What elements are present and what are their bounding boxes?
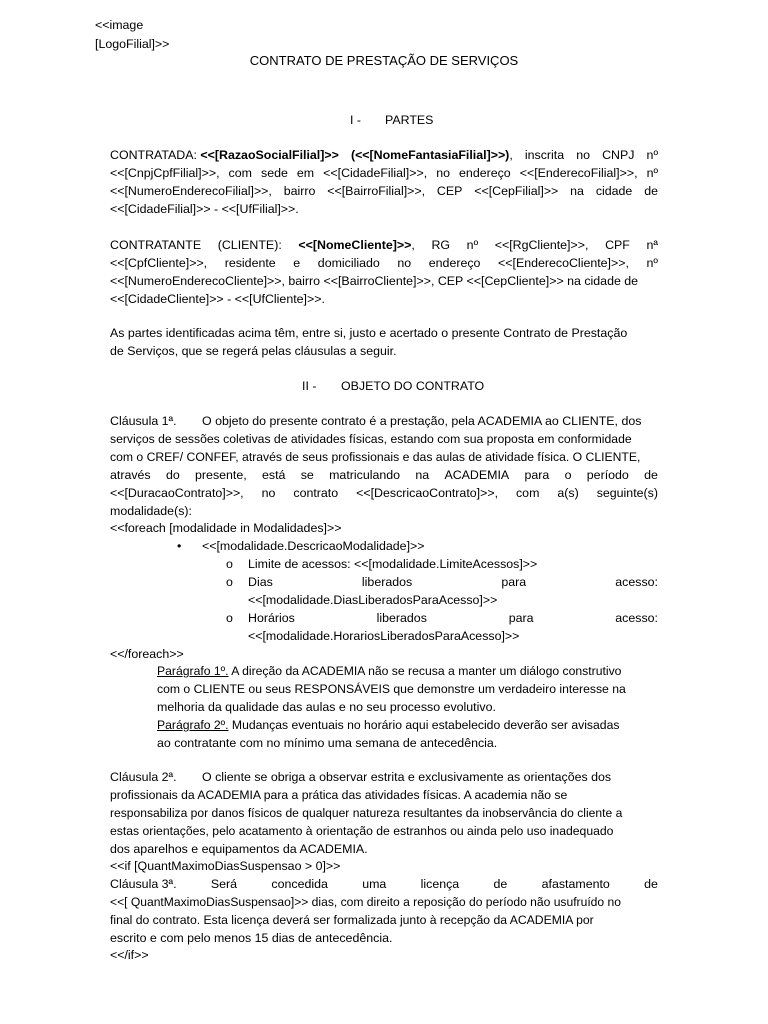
contratante-line-2: <<[CpfCliente]>>, residente e domiciliado no endereço <<[EnderecoCliente]>>, nº (110, 256, 658, 270)
contratada-line-3: <<[NumeroEnderecoFilial]>>, bairro <<[BairroFilial]>>, CEP <<[CepFilial]>> na cidade de (110, 184, 658, 198)
clausula-1-line-5: <<[DuracaoContrato]>>, no contrato <<[DescricaoContrato]>>, com a(s) seguinte(s) (110, 486, 658, 500)
clausula-2-line-5: dos aparelhos e equipamentos da ACADEMIA. (110, 842, 368, 856)
paragrafo-1-line-1: Parágrafo 1º. A direção da ACADEMIA não se recusa a manter um diálogo construtivo (157, 664, 622, 678)
limite-acessos-item: Limite de acessos: <<[modalidade.LimiteAcessos]>> (248, 557, 538, 571)
paragrafo-1-label: Parágrafo 1º. (157, 664, 229, 678)
sub-bullet-icon: o (226, 611, 233, 625)
clausula-1-line-6: modalidade(s): (110, 504, 192, 518)
horarios-liberados-line-1: Horários liberados para acesso: (248, 611, 658, 625)
if-close-tag: <</if>> (110, 948, 149, 962)
contratante-line-3: <<[NumeroEnderecoCliente]>>, bairro <<[BairroCliente]>>, CEP <<[CepCliente]>> na cidade de (110, 274, 639, 288)
document-title: CONTRATO DE PRESTAÇÃO DE SERVIÇOS (249, 53, 519, 68)
image-placeholder-line-2: [LogoFilial]>> (95, 37, 170, 51)
razao-social-field: <<[RazaoSocialFilial]>> (200, 148, 339, 162)
clausula-3-line-1: Cláusula 3ª. Será concedida uma licença de afastamento de (110, 877, 658, 891)
nome-fantasia-field: (<<[NomeFantasiaFilial]>>) (350, 148, 510, 162)
dias-liberados-line-2: <<[modalidade.DiasLiberadosParaAcesso]>> (248, 593, 498, 607)
image-placeholder-line-1: <<image (95, 18, 144, 32)
if-open-tag: <<if [QuantMaximoDiasSuspensao > 0]>> (110, 859, 341, 873)
paragrafo-2-line-1: Parágrafo 2º. Mudanças eventuais no horário aqui estabelecido deverão ser avisadas (157, 718, 620, 732)
clausula-2-line-4: estas orientações, pelo acatamento à orientação de estranhos ou ainda pelo uso inadequado (110, 824, 614, 838)
partes-text-line-2: de Serviços, que se regerá pelas cláusulas a seguir. (110, 344, 397, 358)
contratante-label: CONTRATANTE (110, 238, 202, 252)
section-2-number: II - (302, 379, 317, 393)
clausula-1-label: Cláusula 1ª. (110, 414, 177, 428)
contratada-line-4: <<[CidadeFilial]>> - <<[UfFilial]>>. (110, 202, 299, 216)
clausula-2-label: Cláusula 2ª. (110, 770, 177, 784)
nome-cliente-field: <<[NomeCliente]>> (298, 238, 412, 252)
clausula-2-line-2: profissionais da ACADEMIA para a prática das atividades físicas. A academia não se (110, 788, 568, 802)
contratante-line-1: CONTRATANTE (CLIENTE): <<[NomeCliente]>>, RG nº <<[RgCliente]>>, CPF nª (110, 238, 658, 252)
contratada-line-2: <<[CnpjCpfFilial]>>, com sede em <<[CidadeFilial]>>, no endereço <<[EnderecoFilial]>>, nº (110, 166, 658, 180)
foreach-open-tag: <<foreach [modalidade in Modalidades]>> (110, 521, 342, 535)
contratada-label: CONTRATADA: (110, 148, 197, 162)
foreach-close-tag: <</foreach>> (110, 647, 184, 661)
horarios-liberados-line-2: <<[modalidade.HorariosLiberadosParaAcesso]>> (248, 629, 520, 643)
clausula-2-line-3: responsabiliza por danos físicos de qualquer natureza resultantes da inobservância do cliente a (110, 806, 623, 820)
partes-text-line-1: As partes identificadas acima têm, entre si, justo e acertado o presente Contrato de Prestação (110, 326, 628, 340)
paragrafo-1-line-2: com o CLIENTE ou seus RESPONSÁVEIS que demonstre um verdadeiro interesse na (157, 682, 626, 696)
clausula-1-line-3: com o CREF/ CONFEF, através de seus profissionais e das aulas de atividade física. O CLIENTE, (110, 450, 641, 464)
contratante-line-4: <<[CidadeCliente]>> - <<[UfCliente]>>. (110, 292, 325, 306)
sub-bullet-icon: o (226, 575, 233, 589)
sub-bullet-icon: o (226, 557, 233, 571)
clausula-1-line-2: serviços de sessões coletivas de atividades físicas, estando com sua proposta em conformidade (110, 432, 632, 446)
paragrafo-1-line-3: melhoria da qualidade das aulas e no seu processo evolutivo. (157, 700, 496, 714)
section-1-number: I - (350, 113, 362, 127)
dias-liberados-line-1: Dias liberados para acesso: (248, 575, 658, 589)
clausula-1-line-1: O objeto do presente contrato é a prestação, pela ACADEMIA ao CLIENTE, dos (202, 414, 642, 428)
clausula-3-line-3: final do contrato. Esta licença deverá ser formalizada junto à recepção da ACADEMIA por (110, 913, 594, 927)
section-2-title: OBJETO DO CONTRATO (341, 379, 485, 393)
modalidade-descricao: <<[modalidade.DescricaoModalidade]>> (202, 539, 425, 553)
clausula-3-line-2: <<[ QuantMaximoDiasSuspensao]>> dias, com direito a reposição do período não usufruído no (110, 895, 621, 909)
bullet-icon: • (177, 539, 182, 553)
paragrafo-2-label: Parágrafo 2º. (157, 718, 229, 732)
paragrafo-2-line-2: ao contratante com no mínimo uma semana de antecedência. (157, 736, 498, 750)
clausula-3-label: Cláusula 3ª. (110, 877, 177, 891)
clausula-2-line-1: O cliente se obriga a observar estrita e exclusivamente as orientações dos (202, 770, 612, 784)
section-1-title: PARTES (385, 113, 434, 127)
contratada-line-1: CONTRATADA: <<[RazaoSocialFilial]>> (<<[NomeFantasiaFilial]>>), inscrita no CNPJ nº (110, 148, 658, 162)
clausula-1-line-4: através do presente, está se matriculando na ACADEMIA para o período de (110, 468, 658, 482)
clausula-3-line-4: escrito e com pelo menos 15 dias de antecedência. (110, 931, 393, 945)
